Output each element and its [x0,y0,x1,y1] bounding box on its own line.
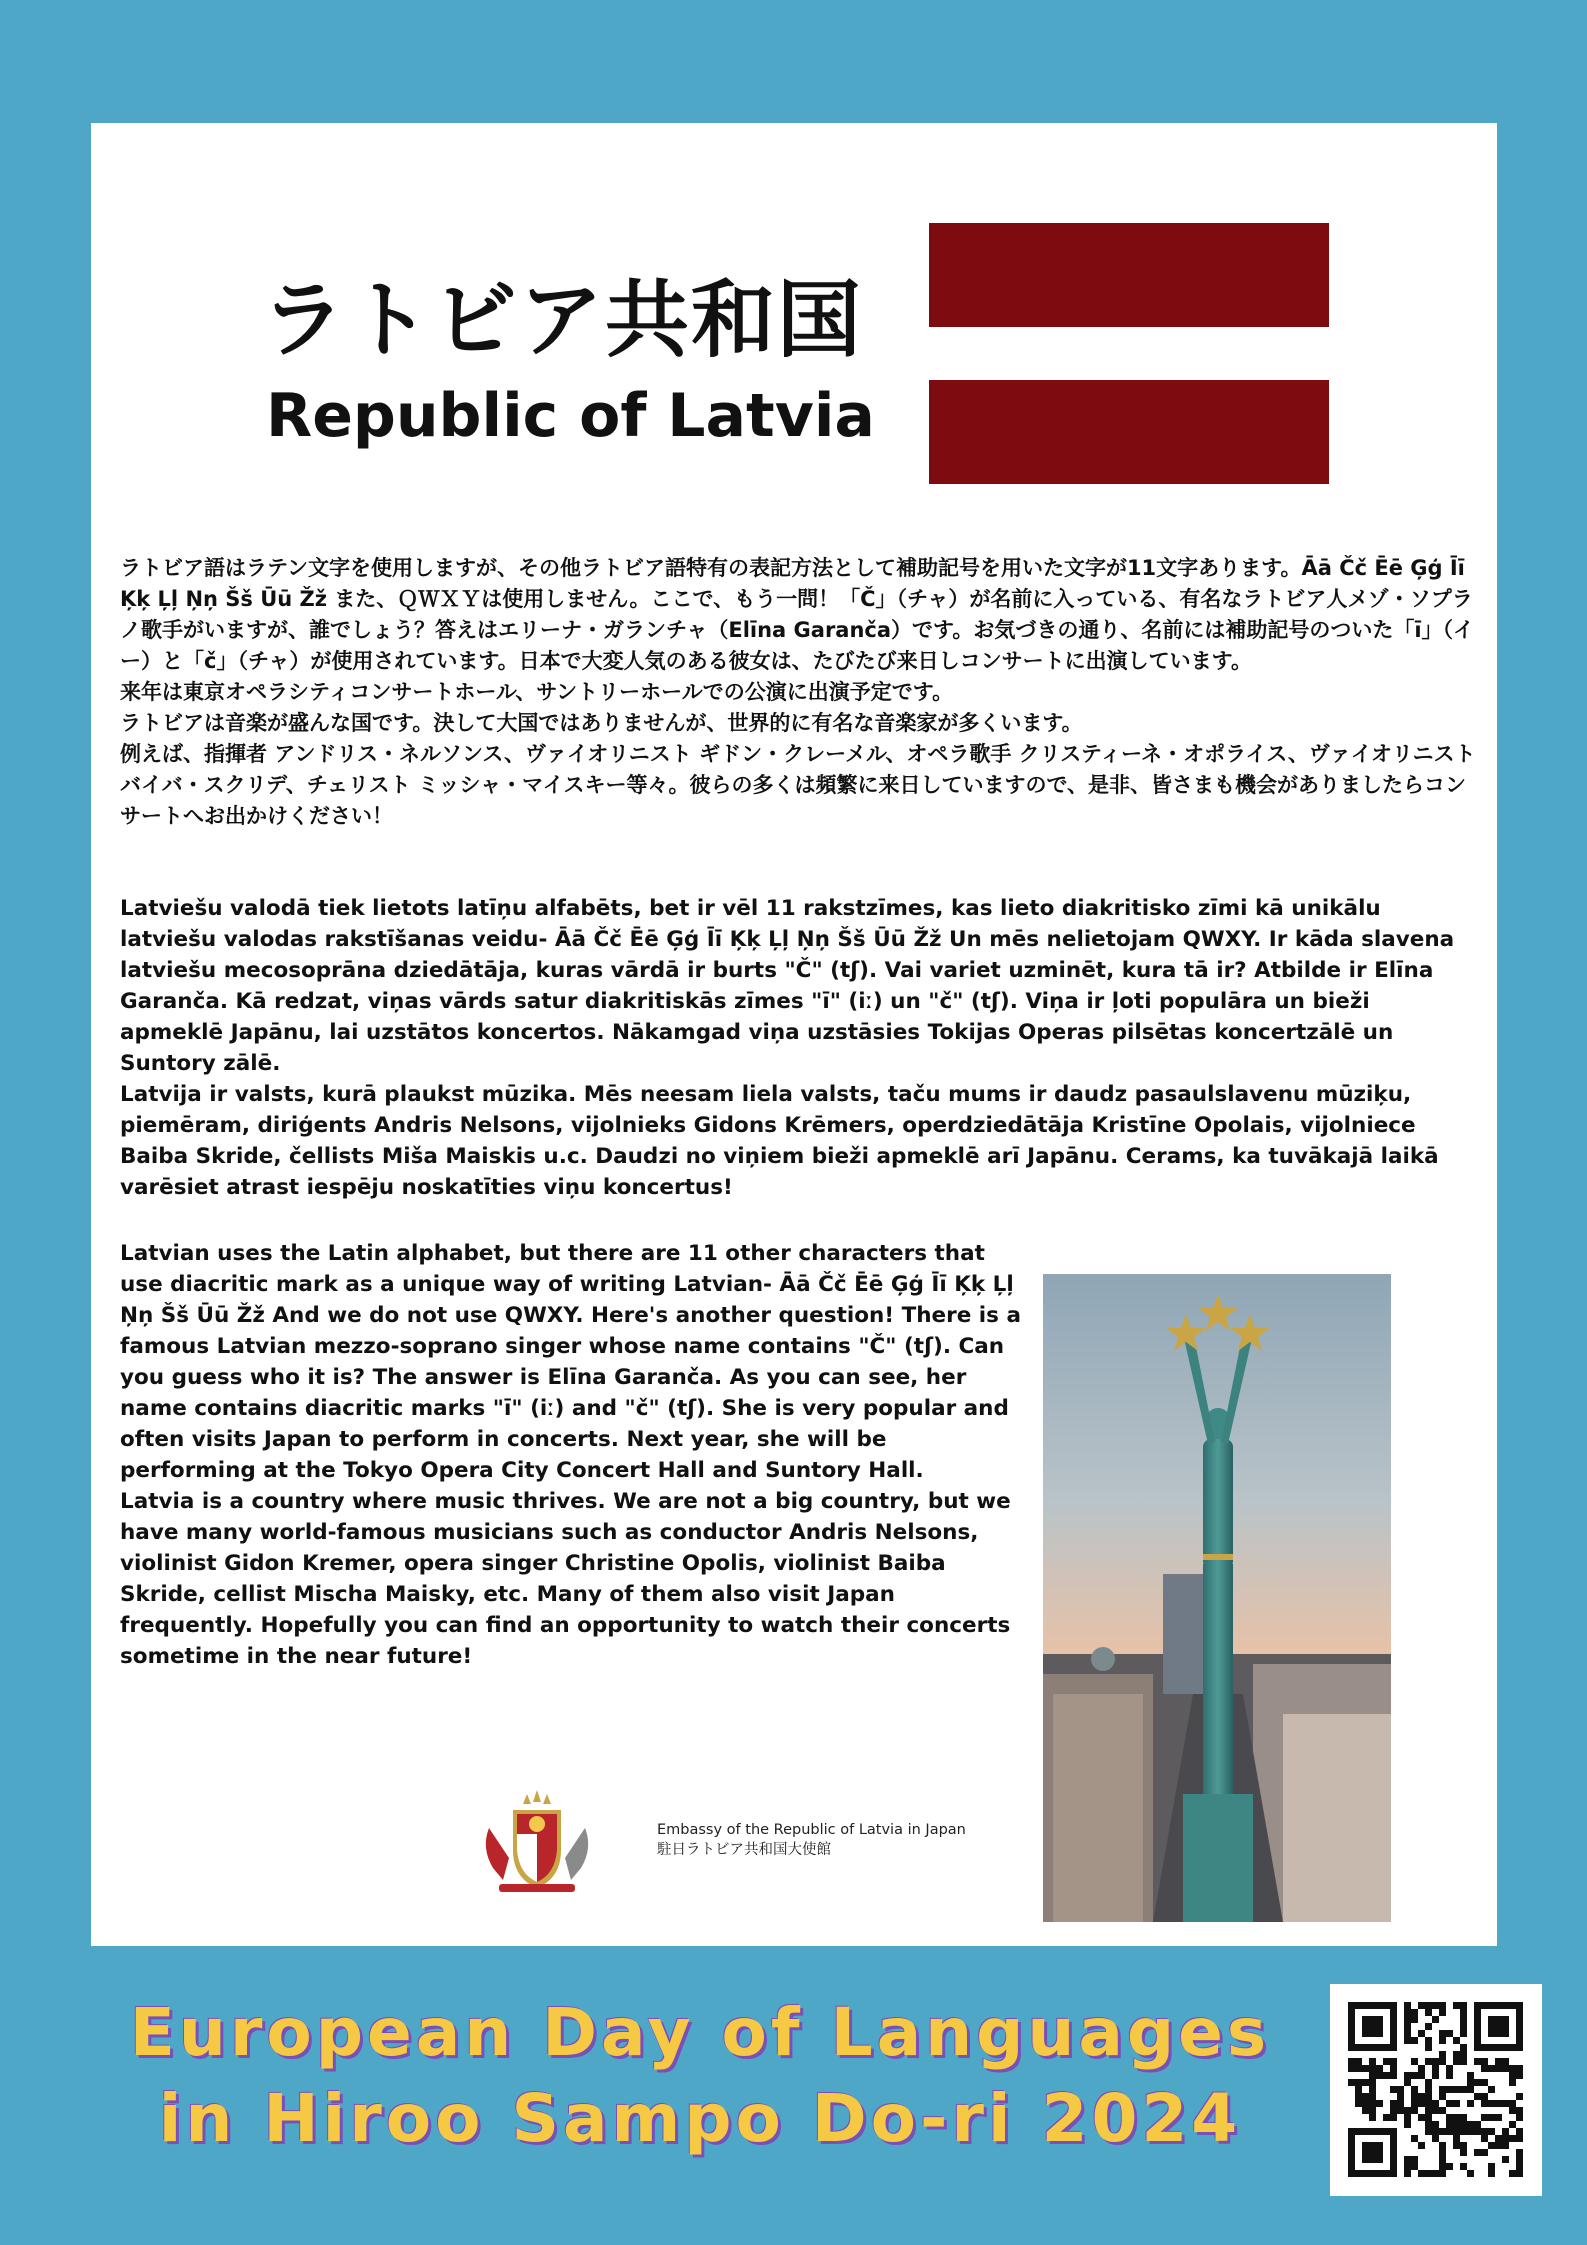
footer-line-1: European Day of Languages [129,1994,1271,2071]
embassy-name-japanese: 駐日ラトビア共和国大使館 [657,1842,831,1858]
footer-title [80,1990,1320,2162]
page-title-japanese: ラトビア共和国 [261,271,864,369]
coat-of-arms-icon [479,1788,595,1898]
embassy-name-english: Embassy of the Republic of Latvia in Japan [657,1822,966,1838]
embassy-label [657,1820,966,1860]
poster-card [91,123,1497,1946]
freedom-monument-photo [1043,1274,1391,1922]
latvian-flag [929,223,1329,484]
footer-line-2: in Hiroo Sampo Do-ri 2024 [158,2080,1242,2157]
page-title-english: Republic of Latvia [266,381,875,451]
latvian-paragraph: Latviešu valodā tiek lietots latīņu alfabēts, bet ir vēl 11 rakstzīmes, kas lieto diakritisko zīmi kā unikālu latviešu valodas rakstīšanas veidu- Āā Čč Ēē Ģģ Īī Ķķ Ļļ Ņņ Šš Ūū Žž Un mēs nelietojam QWXY. Ir kāda slavena latviešu mecosoprāna dziedātāja, kuras vārdā ir burts "Č" (tʃ). Vai variet uzminēt, kura tā ir? Atbilde ir Elīna Garanča. Kā redzat, viņas vārds satur diakritiskās zīmes "ī" (iː) un "č" (tʃ). Viņa ir ļoti populāra un bieži apmeklē Japānu, lai uzstātos koncertos. Nākamgad viņa uzstāsies Tokijas Operas pilsētas koncertzālē un Suntory zālē. Latvija ir valsts, kurā plaukst mūzika. Mēs neesam liela valsts, taču mums ir daudz pasaulslavenu mūziķu, piemēram, diriģents Andris Nelsons, vijolnieks Gidons Krēmers, operdziedātāja Kristīne Opolais, vijolniece Baiba Skride, čellists Miša Maiskis u.c. Daudzi no viņiem bieži apmeklē arī Japānu. Cerams, ka tuvākajā laikā varēsiet atrast iespēju noskatīties viņu koncertus! [120,896,1455,1200]
japanese-paragraph: ラトビア語はラテン文字を使用しますが、その他ラトビア語特有の表記方法として補助記号を用いた文字が11文字あります。Āā Čč Ēē Ģģ Īī Ķķ Ļļ Ņņ Šš Ūū Žž また、ＱＷＸＹは使用しません。ここで、もう一問！「Č」（チャ）が名前に入っている、有名なラトビア人メゾ・ソプラノ歌手がいますが、誰でしょう？答えはエリーナ・ガランチャ（Elīna Garanča）です。お気づきの通り、名前には補助記号のついた「ī」（イー）と「č」（チャ）が使用されています。日本で大変人気のある彼女は、たびたび来日しコンサートに出演しています。 来年は東京オペラシティコンサートホール、サントリーホールでの公演に出演予定です。 ラトビアは音楽が盛んな国です。決して大国ではありませんが、世界的に有名な音楽家が多くいます。 例えば、指揮者 アンドリス・ネルソンス、ヴァイオリニスト ギドン・クレーメル、オペラ歌手 クリスティーネ・オポライス、ヴァイオリニスト バイバ・スクリデ、チェリスト ミッシャ・マイスキー等々。彼らの多くは頻繁に来日していますので、是非、皆さまも機会がありましたらコンサートへお出かけください！ [120,556,1476,828]
qr-code[interactable] [1330,1984,1542,2196]
english-paragraph: Latvian uses the Latin alphabet, but there are 11 other characters that use diacritic mark as a unique way of writing Latvian- Āā Čč Ēē Ģģ Īī Ķķ Ļļ Ņņ Šš Ūū Žž And we do not use QWXY. Here's another question! There is a famous Latvian mezzo-soprano singer whose name contains "Č" (tʃ). Can you guess who it is? The answer is Elīna Garanča. As you can see, her name contains diacritic marks "ī" (iː) and "č" (tʃ). She is very popular and often visits Japan to perform in concerts. Next year, she will be performing at the Tokyo Opera City Concert Hall and Suntory Hall. Latvia is a country where music thrives. We are not a big country, but we have many world-famous musicians such as conductor Andris Nelsons, violinist Gidon Kremer, opera singer Christine Opolis, violinist Baiba Skride, cellist Mischa Maisky, etc. Many of them also visit Japan frequently. Hopefully you can find an opportunity to watch their concerts sometime in the near future! [120,1241,1021,1669]
